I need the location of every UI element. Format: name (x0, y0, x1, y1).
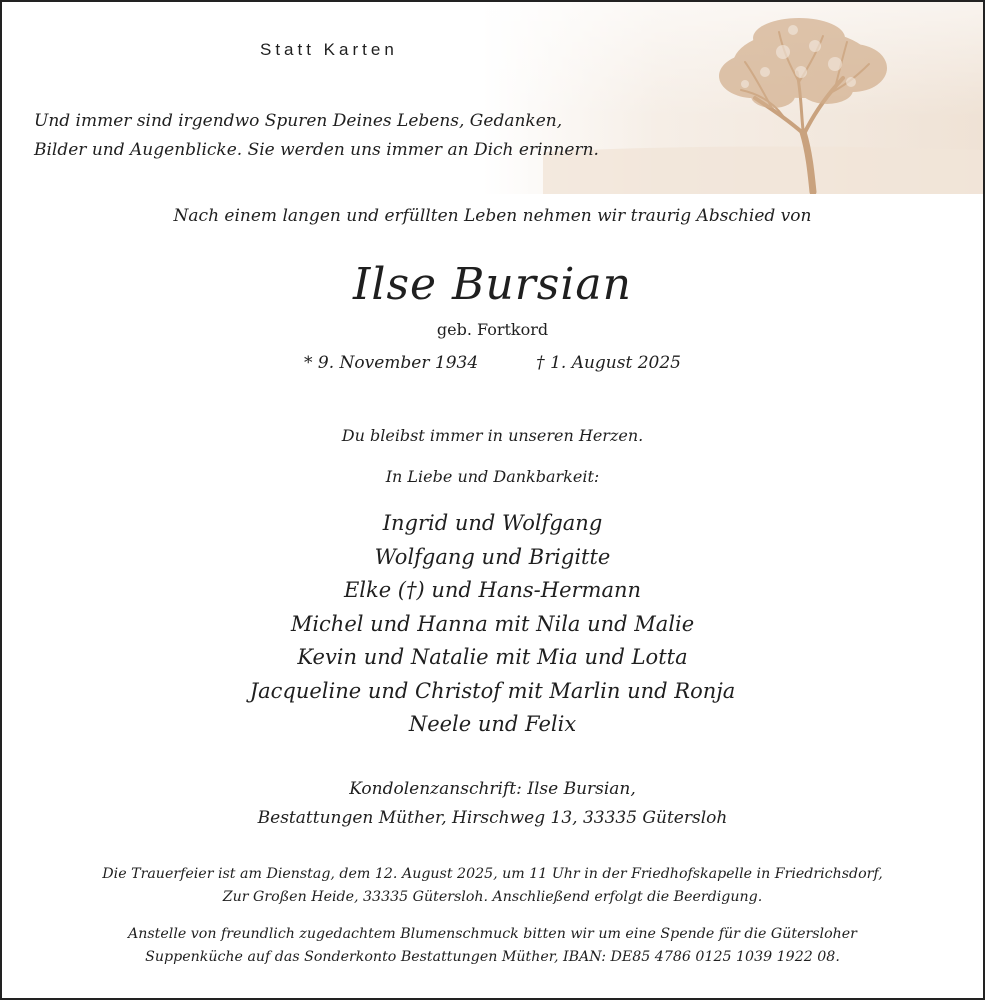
mourner-line: Kevin und Natalie mit Mia und Lotta (297, 645, 688, 669)
mourner-line: Michel und Hanna mit Nila und Malie (290, 611, 695, 636)
motto-line: Und immer sind irgendwo Spuren Deines Lebens, Gedanken, (34, 111, 563, 131)
funeral-line: Zur Großen Heide, 33335 Gütersloh. Anschließend erfolgt die Beerdigung. (222, 889, 763, 905)
address-line: Bestattungen Müther, Hirschweg 13, 33335 Gütersloh (257, 808, 728, 828)
statt-karten-label: Statt Karten (260, 40, 398, 59)
mourner-line: Jacqueline und Christof mit Marlin und Ronja (249, 678, 736, 703)
condolence-address (2, 775, 983, 833)
mourner-line: Neele und Felix (408, 712, 577, 736)
funeral-notice (2, 863, 983, 909)
life-dates (2, 353, 983, 373)
tree-image (483, 2, 983, 194)
mourner-line: Ingrid und Wolfgang (382, 511, 603, 535)
address-line: Kondolenzanschrift: Ilse Bursian, (349, 779, 636, 799)
mourner-line: Elke (†) und Hans-Hermann (343, 578, 642, 602)
deceased-name: Ilse Bursian (353, 259, 632, 310)
farewell-text: Du bleibst immer in unseren Herzen. (341, 426, 644, 445)
birth-date: * 9. November 1934 (304, 353, 479, 373)
maiden-name: geb. Fortkord (436, 320, 549, 339)
intro-text: Nach einem langen und erfüllten Leben nehmen wir traurig Abschied von (173, 206, 812, 226)
motto-line: Bilder und Augenblicke. Sie werden uns immer an Dich erinnern. (34, 140, 599, 160)
donation-notice (2, 923, 983, 969)
signature-intro: In Liebe und Dankbarkeit: (385, 467, 600, 486)
motto (34, 107, 734, 165)
donation-line: Anstelle von freundlich zugedachtem Blumenschmuck bitten wir um eine Spende für die Gütersloher (128, 926, 857, 942)
death-date: † 1. August 2025 (536, 353, 681, 373)
mourner-line: Wolfgang und Brigitte (374, 544, 611, 569)
mourners-list (2, 507, 983, 742)
funeral-line: Die Trauerfeier ist am Dienstag, dem 12. August 2025, um 11 Uhr in der Friedhofskapelle in Friedrichsdorf, (102, 866, 883, 882)
donation-line: Suppenküche auf das Sonderkonto Bestattungen Müther, IBAN: DE85 4786 0125 1039 1922 08. (145, 949, 840, 965)
